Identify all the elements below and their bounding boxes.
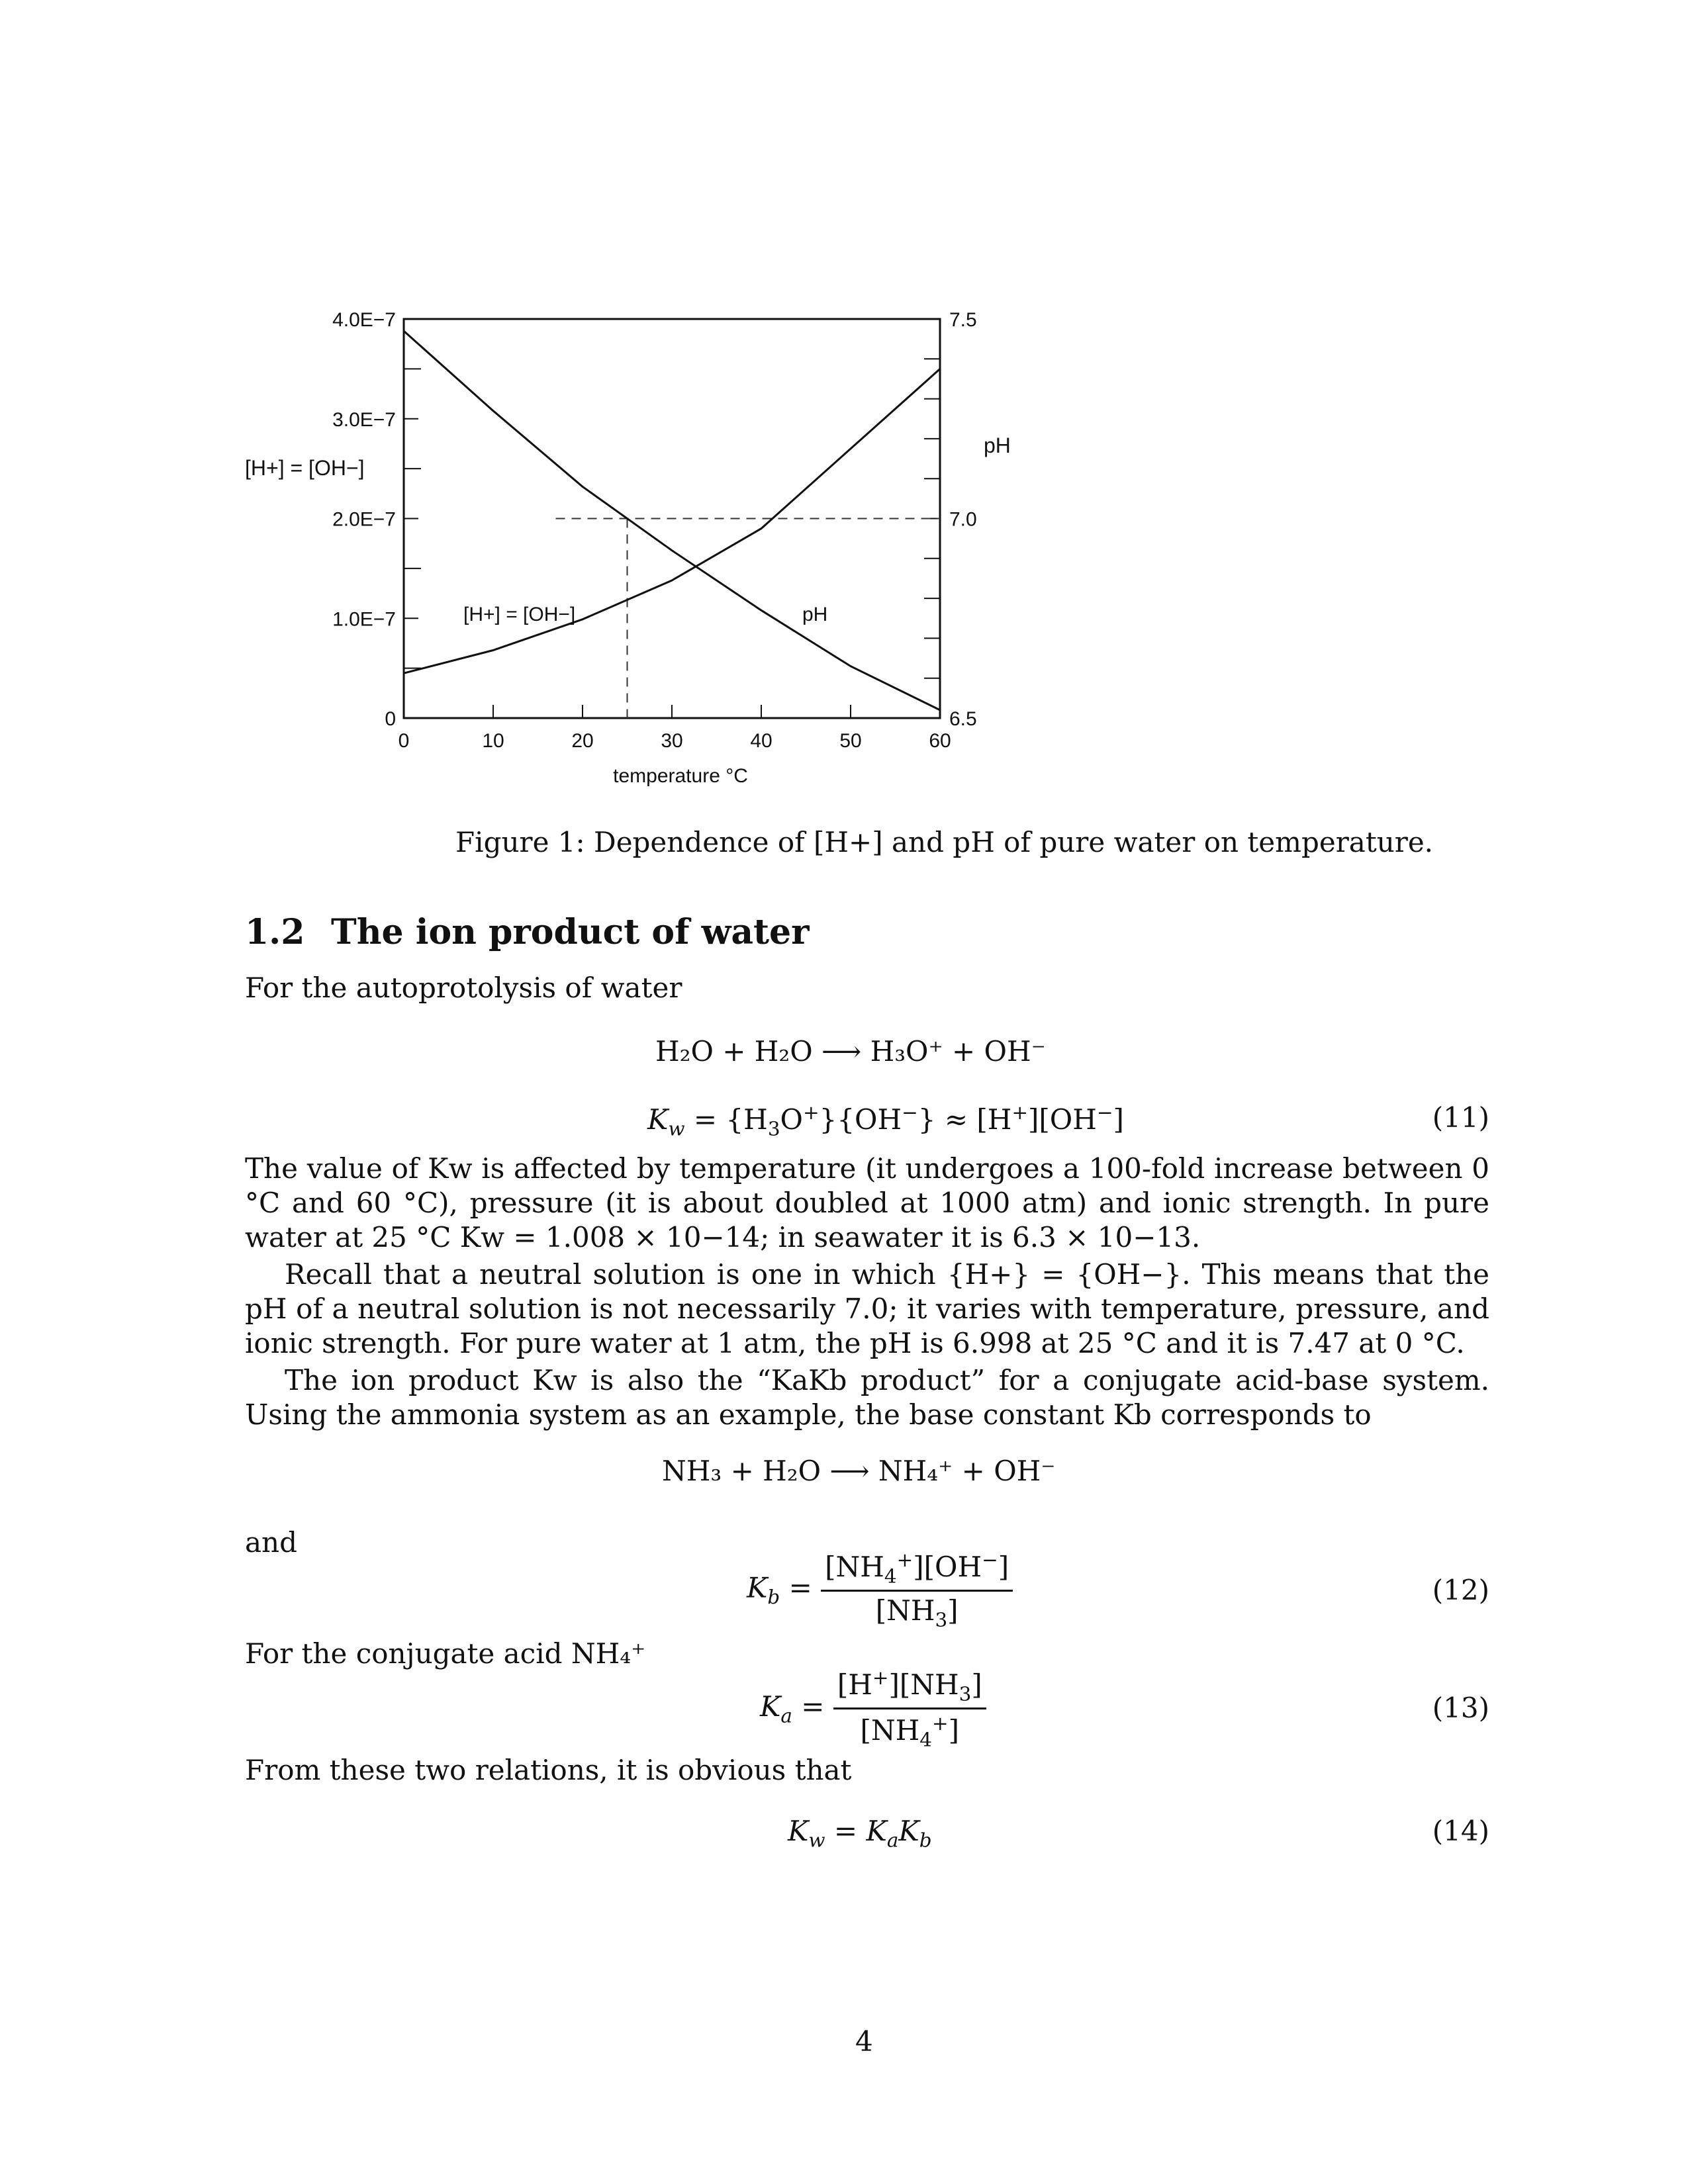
equation-13: $K_a$ = $\frac{[H^+][NH_3]}{[NH_4^+]}$ (760, 1666, 986, 1751)
right-tick-label: 7.0 (949, 508, 977, 531)
ammonia-equation: NH₃ + H₂O ⟶ NH₄⁺ + OH⁻ (662, 1455, 1056, 1487)
h-ion-curve (404, 369, 940, 673)
kb-fraction: $\frac{[NH_4^+][OH^-]}{[NH_3]}$ (821, 1549, 1013, 1631)
section-heading (245, 912, 810, 952)
right-tick-label: 6.5 (949, 708, 977, 730)
left-tick-label: 0 (385, 708, 396, 730)
left-tick-label: 2.0E−7 (332, 508, 396, 531)
page-number: 4 (855, 2025, 873, 2058)
x-tick-label: 60 (929, 730, 951, 752)
section-title: The ion product of water (331, 912, 810, 952)
x-tick-label: 0 (398, 730, 410, 752)
x-tick-label: 40 (750, 730, 773, 752)
and-text: and (245, 1526, 297, 1559)
left-tick-label: 1.0E−7 (332, 608, 396, 631)
relations-text: From these two relations, it is obvious that (245, 1754, 852, 1786)
equation-14: $K_w = K_aK_b$ (788, 1815, 932, 1852)
intro-text: For the autoprotolysis of water (245, 972, 682, 1004)
conjugate-acid-text: For the conjugate acid NH₄⁺ (245, 1637, 646, 1670)
section-number: 1.2 (245, 912, 305, 952)
paragraph-ka-kb: The ion product Kw is also the “KaKb product” for a conjugate acid-base system. Using the ammonia system as an example, the base constant Kb corresponds to (245, 1364, 1489, 1431)
paragraph-neutral: Recall that a neutral solution is one in which {H+} = {OH−}. This means that the pH of a neutral solution is not necessarily 7.0; it varies with temperature, pressure, and ionic strength. For pure water at 1 atm, the pH is 6.998 at 25 °C and it is 7.47 at 0 °C. (245, 1258, 1489, 1359)
equation-11: $K_w = \{H_3O^+\}\{OH^-\} \approx [H^+][OH^-]$ (647, 1101, 1124, 1140)
x-axis-ticks (399, 705, 951, 752)
x-axis-label: temperature °C (613, 765, 748, 787)
x-tick-label: 10 (482, 730, 504, 752)
x-tick-label: 30 (661, 730, 683, 752)
right-axis-label: pH (984, 433, 1011, 457)
x-tick-label: 50 (839, 730, 862, 752)
h-curve-label: [H+] = [OH−] (463, 604, 576, 625)
left-tick-label: 4.0E−7 (332, 309, 396, 331)
equation-12-number: (12) (1432, 1574, 1489, 1606)
left-axis-label: [H+] = [OH−] (245, 456, 365, 480)
left-tick-label: 3.0E−7 (332, 408, 396, 431)
x-tick-label: 20 (571, 730, 594, 752)
figure-caption: Figure 1: Dependence of [H+] and pH of pure water on temperature. (455, 826, 1434, 858)
paragraph-kw-effects: The value of Kw is affected by temperature (it undergoes a 100-fold increase between 0 °C and 60 °C), pressure (it is about doubled at 1000 atm) and ionic strength. In pure water at 25 °C Kw = 1.008 × 10−14; in seawater it is 6.3 × 10−13. (245, 1152, 1489, 1253)
right-tick-label: 7.5 (949, 309, 977, 331)
temperature-chart (0, 0, 1688, 821)
right-axis-ticks (924, 309, 977, 730)
equation-13-number: (13) (1432, 1692, 1489, 1724)
ka-fraction: $\frac{[H^+][NH_3]}{[NH_4^+]}$ (833, 1666, 986, 1751)
ph-curve-label: pH (802, 604, 828, 625)
left-axis-ticks (332, 309, 421, 730)
equation-12: $K_b$ = $\frac{[NH_4^+][OH^-]}{[NH_3]}$ (747, 1549, 1013, 1631)
equation-11-number: (11) (1432, 1101, 1489, 1134)
equation-14-number: (14) (1432, 1815, 1489, 1847)
autoprotolysis-equation: H₂O + H₂O ⟶ H₃O⁺ + OH⁻ (655, 1035, 1046, 1068)
